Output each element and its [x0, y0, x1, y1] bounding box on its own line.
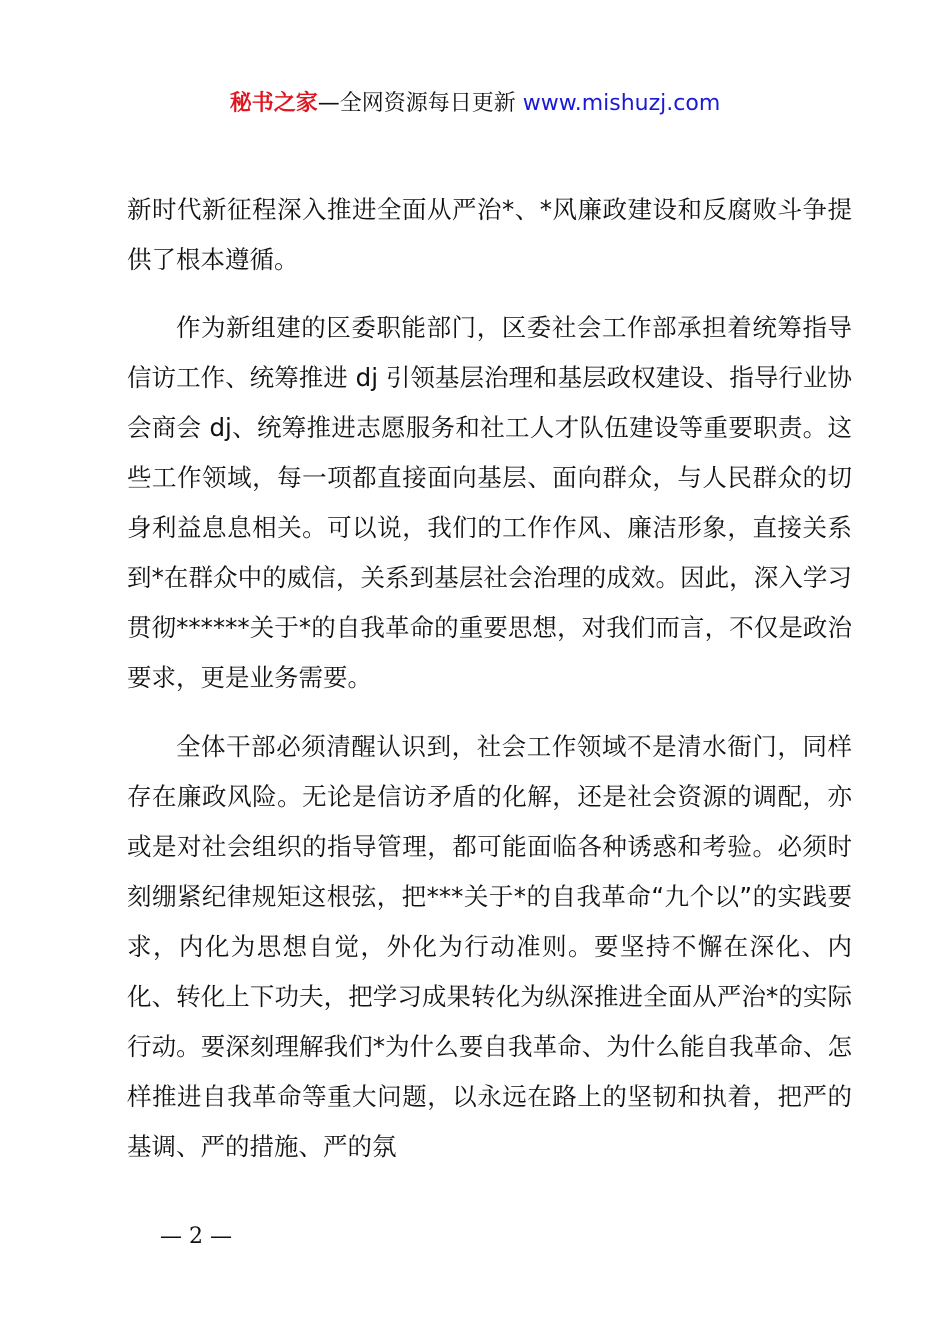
page-number: — 2 —	[160, 1224, 232, 1249]
site-brand-name: 秘书之家	[229, 91, 318, 116]
paragraph-integrity-risks: 全体干部必须清醒认识到，社会工作领域不是清水衙门，同样存在廉政风险。无论是信访矛盾的化解，还是社会资源的调配，亦或是对社会组织的指导管理，都可能面临各种诱惑和考验。必须时刻绷紧纪律规矩这根弦，把***关于*的自我革命“九个以”的实践要求，内化为思想自觉，外化为行动准则。要坚持不懈在深化、内化、转化上下功夫，把学习成果转化为纵深推进全面从严治*的实际行动。要深刻理解我们*为什么要自我革命、为什么能自我革命、怎样推进自我革命等重大问题，以永远在路上的坚韧和执着，把严的基调、严的措施、严的氛	[127, 732, 852, 1161]
paragraph-department-duties: 作为新组建的区委职能部门，区委社会工作部承担着统筹指导信访工作、统筹推进 dj 引领基层治理和基层政权建设、指导行业协会商会 dj、统筹推进志愿服务和社工人才队伍建设等重要职责。这些工作领域，每一项都直接面向基层、面向群众，与人民群众的切身利益息息相关。可以说，我们的工作作风、廉洁形象，直接关系到*在群众中的威信，关系到基层社会治理的成效。因此，深入学习贯彻******关于*的自我革命的重要思想，对我们而言，不仅是政治要求，更是业务需要。	[127, 313, 852, 692]
document-body	[127, 185, 852, 1172]
site-url-link[interactable]: www.mishuzj.com	[522, 91, 721, 116]
site-tagline: —全网资源每日更新	[317, 91, 523, 116]
paragraph-continuation: 新时代新征程深入推进全面从严治*、*风廉政建设和反腐败斗争提供了根本遵循。	[127, 195, 852, 274]
site-header-banner	[0, 88, 950, 120]
